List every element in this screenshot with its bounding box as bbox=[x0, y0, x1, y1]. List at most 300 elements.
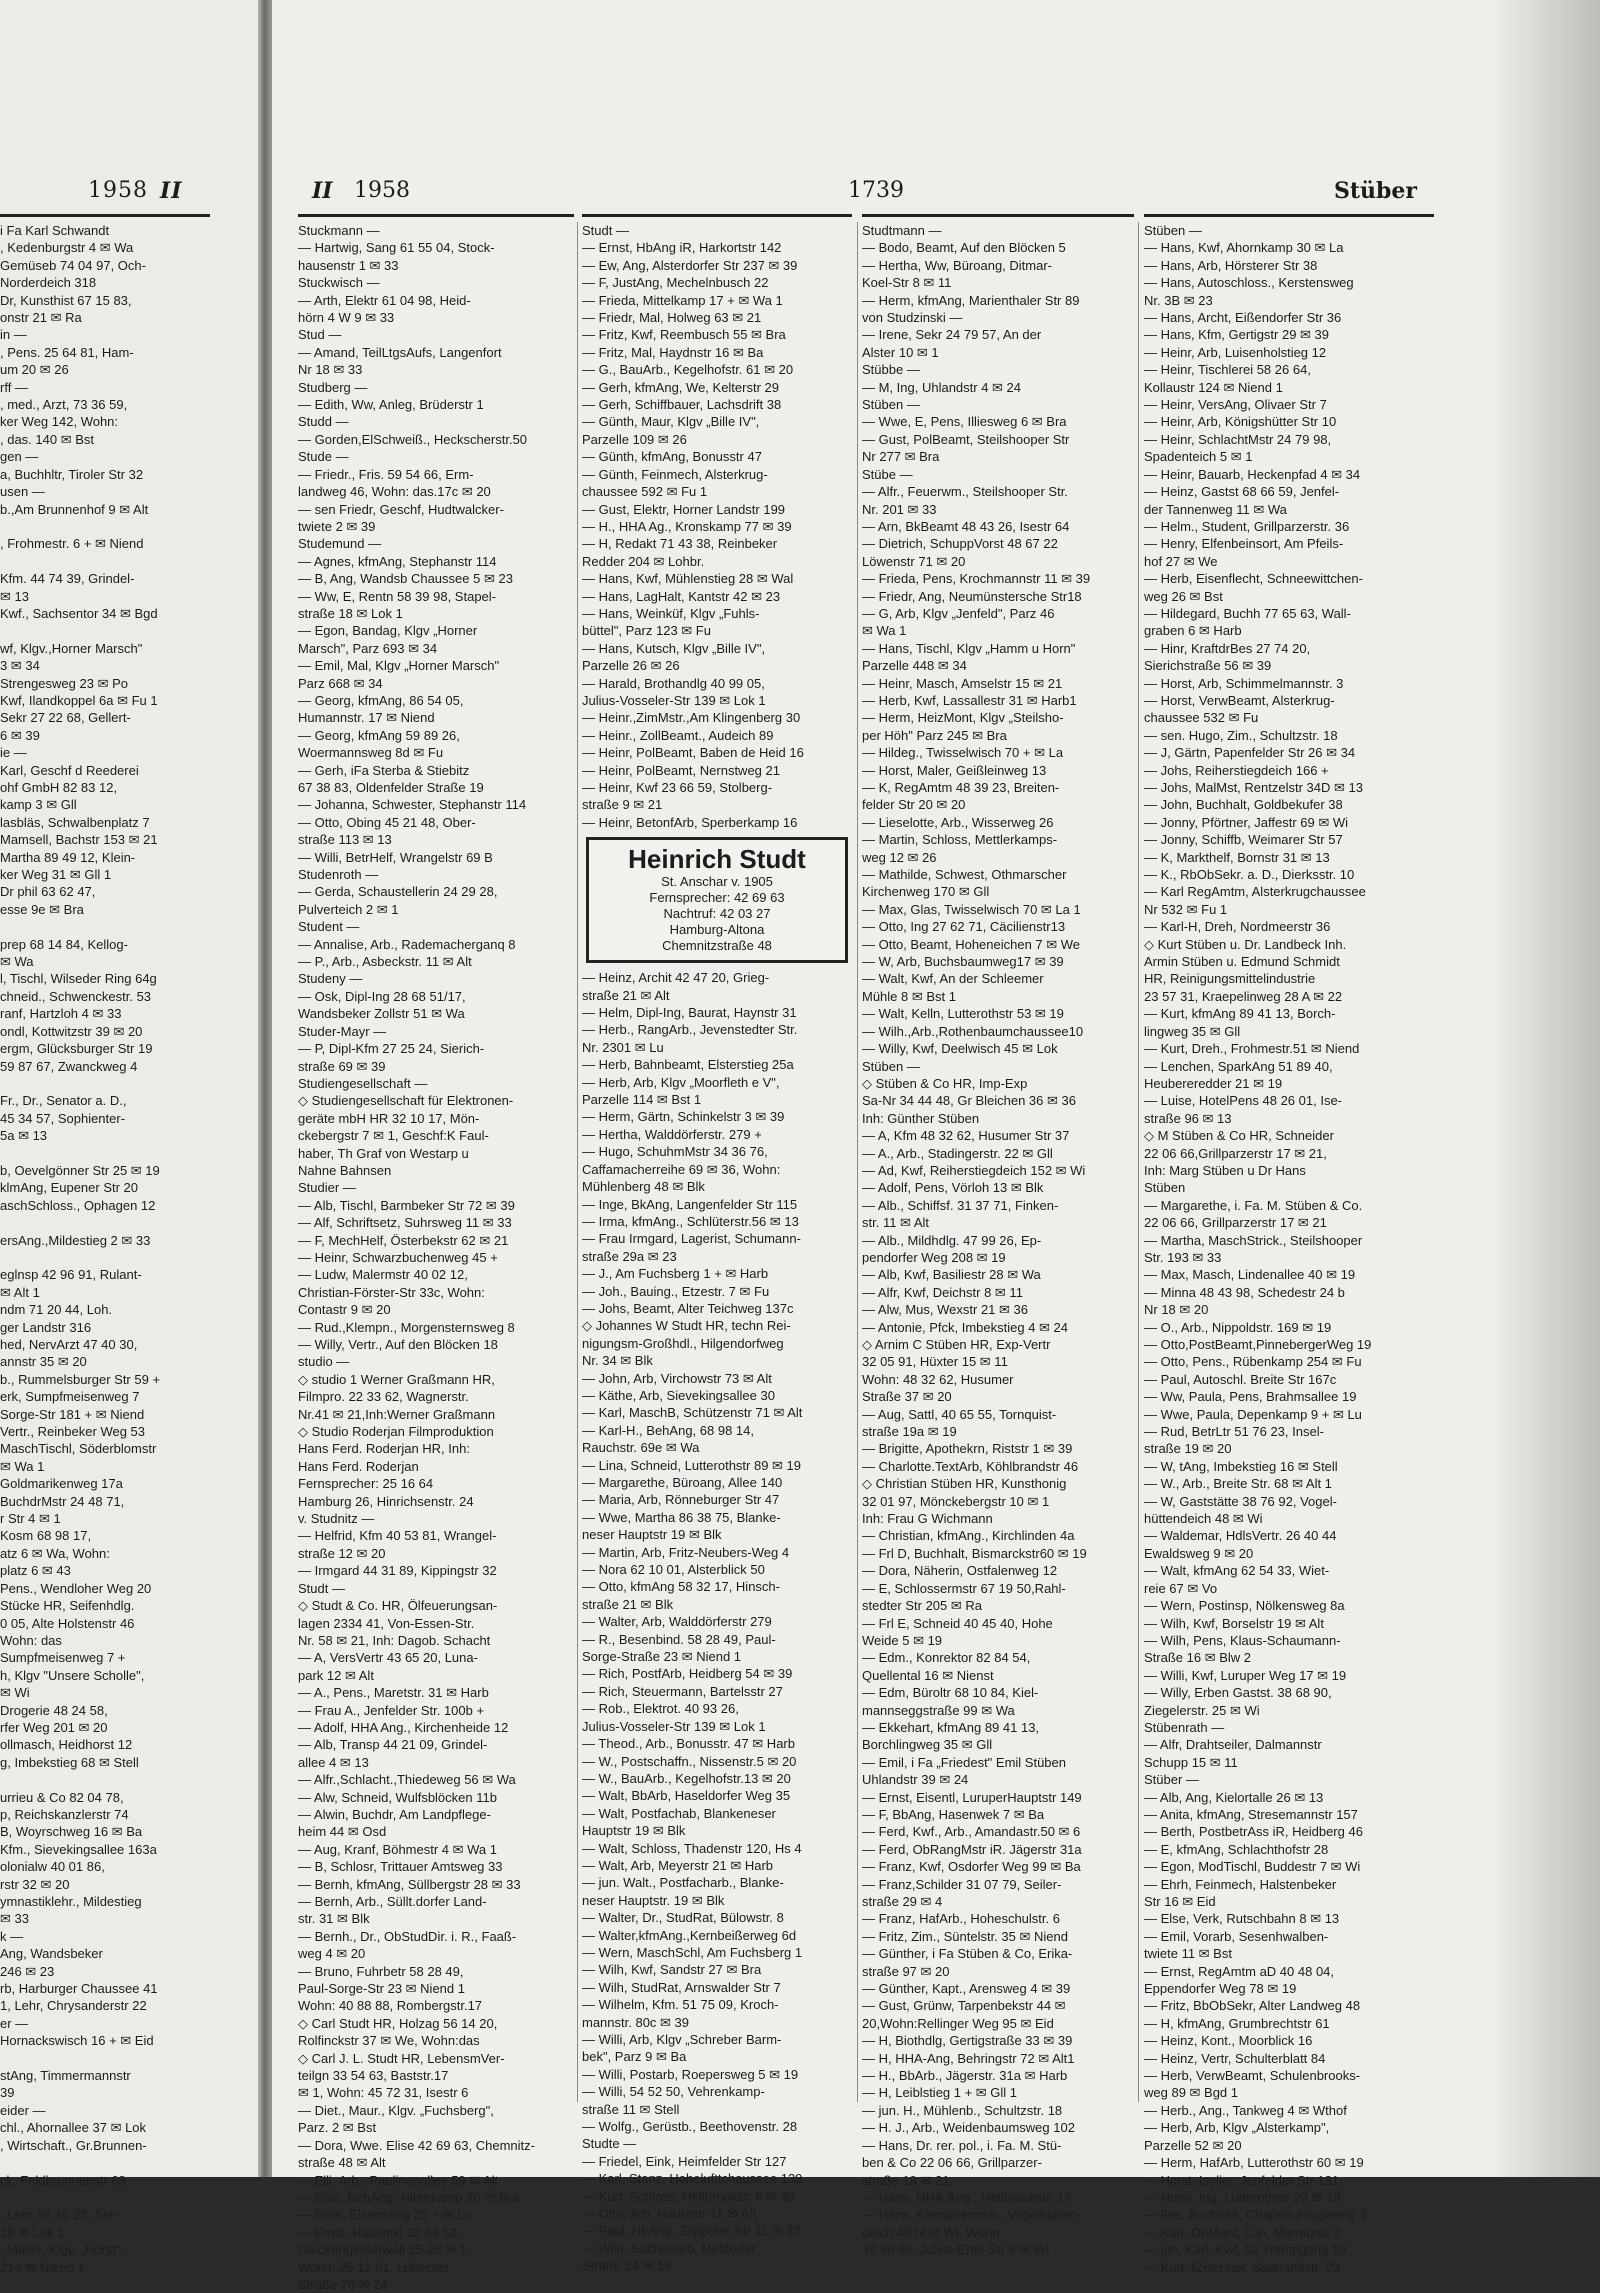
directory-entry-line: Stüben — bbox=[1144, 223, 1202, 238]
directory-entry-line: — H, Redakt 71 43 38, Reinbeker bbox=[582, 536, 778, 552]
directory-entry-line: — Hans, Weinküf, Klgv „Fuhls- bbox=[582, 605, 760, 621]
directory-entry-line: Nr. 3B ✉ 23 bbox=[1144, 292, 1213, 308]
directory-entry-line: — Martha, MaschStrick., Steilshooper bbox=[1144, 1232, 1363, 1248]
directory-entry-line: Vertr., Reinbeker Weg 53 bbox=[0, 1424, 146, 1440]
advertisement-lines bbox=[591, 874, 843, 954]
directory-entry-line: Kosm 68 98 17, bbox=[0, 1528, 92, 1544]
directory-entry-line: b.,Am Brunnenhof 9 ✉ Alt bbox=[0, 501, 149, 517]
directory-entry-line: deich 48 ht ✉ Wi, Wohn: bbox=[862, 2224, 1004, 2240]
directory-entry-line: — F, JustAng, Mechelnbusch 22 bbox=[582, 275, 769, 291]
directory-entry-line: — Alb., Mildhdlg. 47 99 26, Ep- bbox=[862, 1232, 1042, 1248]
directory-entry-line: Nr 532 ✉ Fu 1 bbox=[1144, 901, 1228, 917]
column-2-entries-top bbox=[582, 222, 852, 831]
directory-entry-line: — Willy, Erben Gastst. 38 68 90, bbox=[1144, 1685, 1332, 1701]
directory-entry-line: mannstr. 80c ✉ 39 bbox=[582, 2014, 690, 2030]
directory-entry-line: bek", Parz 9 ✉ Ba bbox=[582, 2049, 687, 2065]
directory-entry-line: g, Imbekstieg 68 ✉ Stell bbox=[0, 1754, 139, 1770]
directory-entry-line: — Hans, Archt, Eißendorfer Str 36 bbox=[1144, 310, 1342, 326]
directory-entry-line: Mühle 8 ✉ Bst 1 bbox=[862, 988, 956, 1004]
directory-entry-line: 3 ✉ 34 bbox=[0, 658, 40, 674]
directory-entry-line: BuchdrMstr 24 48 71, bbox=[0, 1493, 125, 1509]
directory-entry-line: ker Weg 142, Wohn: bbox=[0, 414, 119, 430]
directory-entry-line: 38 86 96, Julius-Ertel-Str 8 ✉ Wi bbox=[862, 2242, 1050, 2258]
directory-entry-line: Kirchenweg 170 ✉ Gll bbox=[862, 884, 990, 900]
directory-entry-line: — Otto,PostBeamt,PinnebergerWeg 19 bbox=[1144, 1337, 1372, 1352]
column-2-entries-bottom bbox=[582, 969, 852, 2274]
header-keyword: Stüber bbox=[1334, 178, 1418, 204]
directory-entry-line: Studt — bbox=[298, 1580, 345, 1596]
directory-entry-line: ◇ Studiengesellschaft für Elektronen- bbox=[298, 1093, 514, 1109]
directory-entry-line: — Willi, 54 52 50, Vehrenkamp- bbox=[582, 2084, 765, 2100]
directory-entry-line: — W, Gaststätte 38 76 92, Vogel- bbox=[1144, 1493, 1337, 1509]
directory-entry-line: hüttendeich 48 ✉ Wi bbox=[1144, 1511, 1263, 1527]
directory-entry-line: — Walter, Dr., StudRat, Bülowstr. 8 bbox=[582, 1910, 784, 1926]
directory-entry-line: — Adolf, Pens, Vörloh 13 ✉ Blk bbox=[862, 1180, 1044, 1196]
directory-entry-line: — H., HHA Ag., Kronskamp 77 ✉ 39 bbox=[582, 518, 792, 534]
directory-entry-line: Sumpfmeisenweg 7 + bbox=[0, 1650, 126, 1666]
directory-entry-line: gen — bbox=[0, 449, 39, 465]
directory-entry-line: — Diet., Maur., Klgv. „Fuchsberg", bbox=[298, 2102, 494, 2118]
directory-entry-line: — Rich, Steuermann, Bartelsstr 27 bbox=[582, 1683, 783, 1699]
directory-entry-line: , Müller, Klgv. „Horst", bbox=[0, 2242, 125, 2258]
directory-entry-line: Parzelle 114 ✉ Bst 1 bbox=[582, 1092, 702, 1108]
directory-entry-line: Sekr 27 22 68, Gellert- bbox=[0, 710, 131, 726]
directory-entry-line: — Alb, Kwf, Basiliestr 28 ✉ Wa bbox=[862, 1267, 1041, 1283]
directory-entry-line: ✉ Wa bbox=[0, 954, 34, 970]
directory-entry-line: — Heinr.,ZimMstr.,Am Klingenberg 30 bbox=[582, 710, 801, 726]
directory-entry-line: 23 57 31, Kraepelinweg 28 A ✉ 22 bbox=[1144, 988, 1343, 1004]
book-gutter bbox=[258, 0, 272, 2177]
directory-entry-line: ✉ 33 bbox=[0, 1911, 29, 1927]
directory-entry-line: Gemüseb 74 04 97, Och- bbox=[0, 257, 146, 273]
directory-entry-line: Nr.41 ✉ 21,Inh:Werner Graßmann bbox=[298, 1406, 496, 1422]
directory-entry-line: — Johs, MalMst, Rentzelstr 34D ✉ 13 bbox=[1144, 780, 1363, 795]
directory-entry-line: Studd — bbox=[298, 414, 349, 430]
directory-entry-line: Kfm., Sievekingsallee 163a bbox=[0, 1841, 157, 1857]
directory-entry-line: — Wilh.,Arb.,Rothenbaumchaussee10 bbox=[862, 1023, 1084, 1039]
directory-entry-line: — Anita, kfmAng, Stresemannstr 157 bbox=[1144, 1806, 1358, 1822]
directory-entry-line: — Lieselotte, Arb., Wisserweg 26 bbox=[862, 814, 1054, 830]
directory-entry-line: r Str 4 ✉ 1 bbox=[0, 1511, 61, 1527]
directory-entry-line: , Frohmestr. 6 + ✉ Niend bbox=[0, 536, 144, 552]
directory-entry-line: 5a ✉ 13 bbox=[0, 1128, 48, 1144]
directory-entry-line: , Kedenburgstr 4 ✉ Wa bbox=[0, 240, 134, 256]
directory-entry-line: eglnsp 42 96 91, Rulant- bbox=[0, 1267, 142, 1283]
directory-entry-line: 1, Lehr, Chrysanderstr 22 bbox=[0, 1998, 147, 2014]
directory-entry-line: ✉ 1, Wohn: 45 72 31, Isestr 6 bbox=[298, 2085, 469, 2101]
directory-entry-line: Kwf, Ilandkoppel 6a ✉ Fu 1 bbox=[0, 692, 158, 708]
directory-entry-line: — Herb, VerwBeamt, Schulenbrooks- bbox=[1144, 2068, 1361, 2084]
directory-entry-line: — Kurt, Schloss, Hellbrookstr 6 ✉ 33 bbox=[582, 2188, 796, 2204]
directory-entry-line: straße 69 ✉ 39 bbox=[298, 1058, 386, 1074]
directory-entry-line: — Horst, Maler, Geißleinweg 13 bbox=[862, 762, 1047, 778]
directory-entry-line: — Kurt, Dreh., Frohmestr.51 ✉ Niend bbox=[1144, 1041, 1360, 1057]
directory-entry-line: — John, Buchhalt, Goldbekufer 38 bbox=[1144, 797, 1343, 813]
directory-entry-line: Hans Ferd. Roderjan bbox=[298, 1458, 419, 1474]
directory-entry-line: — John, Arb, Virchowstr 73 ✉ Alt bbox=[582, 1370, 772, 1386]
directory-entry-line: — Wern, MaschSchl, Am Fuchsberg 1 bbox=[582, 1944, 803, 1960]
directory-entry-line: — W, Arb, Buchsbaumweg17 ✉ 39 bbox=[862, 954, 1064, 970]
directory-entry-line: Drogerie 48 24 58, bbox=[0, 1702, 108, 1718]
directory-entry-line: Nr. 58 ✉ 21, Inh: Dagob. Schacht bbox=[298, 1632, 491, 1648]
directory-entry-line: chl., Ahornallee 37 ✉ Lok bbox=[0, 2120, 147, 2136]
directory-entry-line: — Hugo, SchuhmMstr 34 36 76, bbox=[582, 1144, 768, 1160]
directory-entry-line: — Horst, Isolier, Jenfelder Str 131 bbox=[1144, 2172, 1340, 2188]
directory-entry-line: Stud — bbox=[298, 327, 342, 343]
directory-entry-line: , Pens. 25 64 81, Ham- bbox=[0, 344, 134, 360]
directory-entry-line: Uhlandstr 39 ✉ 24 bbox=[862, 1772, 969, 1788]
directory-entry-line: straße 18 ✉ Lok 1 bbox=[298, 605, 403, 621]
directory-entry-line: straße 96 ✉ 13 bbox=[1144, 1110, 1232, 1126]
directory-entry-line: — Bruno, Fuhrbetr 58 28 49, bbox=[298, 1963, 464, 1979]
directory-entry-line: — Aug, Kranf, Böhmestr 4 ✉ Wa 1 bbox=[298, 1841, 497, 1857]
directory-entry-line: Parz. 2 ✉ Bst bbox=[298, 2120, 377, 2136]
directory-entry-line: graben 6 ✉ Harb bbox=[1144, 623, 1242, 639]
directory-entry-line: — Heinz, Gastst 68 66 59, Jenfel- bbox=[1144, 484, 1340, 500]
directory-entry-line: — Bernh, kfmAng, Süllbergstr 28 ✉ 33 bbox=[298, 1876, 521, 1892]
directory-entry-line: Nahne Bahnsen bbox=[298, 1162, 392, 1178]
directory-entry-line: Stübenrath — bbox=[1144, 1719, 1225, 1735]
directory-entry-line: — Ww, E, Rentn 58 39 98, Stapel- bbox=[298, 588, 496, 604]
directory-entry-line: — Ad, Kwf, Reiherstiegdeich 152 ✉ Wi bbox=[862, 1162, 1086, 1178]
directory-entry-line: — Heinr, Masch, Amselstr 15 ✉ 21 bbox=[862, 675, 1063, 691]
directory-entry-line bbox=[0, 553, 212, 570]
directory-entry-line: Parzelle 448 ✉ 34 bbox=[862, 658, 967, 674]
directory-entry-line: Wohn: 48 32 62, Husumer bbox=[862, 1371, 1014, 1387]
directory-entry-line: — Franz, Kwf, Osdorfer Weg 99 ✉ Ba bbox=[862, 1859, 1081, 1875]
directory-entry-line: 20,Wohn:Rellinger Weg 95 ✉ Eid bbox=[862, 2015, 1054, 2031]
directory-entry-line: — Helm., Student, Grillparzerstr. 36 bbox=[1144, 518, 1350, 534]
directory-entry-line: ✉ 13 bbox=[0, 588, 29, 604]
directory-entry-line: — W, tAng, Imbekstieg 16 ✉ Stell bbox=[1144, 1458, 1338, 1474]
directory-entry-line: l, Tischl, Wilseder Ring 64g bbox=[0, 971, 157, 987]
directory-entry-line: Mamsell, Bachstr 153 ✉ 21 bbox=[0, 832, 158, 848]
directory-entry-line: er — bbox=[0, 2015, 29, 2031]
directory-entry-line: Studtmann — bbox=[862, 223, 942, 238]
directory-entry-line: — W., Postschaffn., Nissenstr.5 ✉ 20 bbox=[582, 1753, 797, 1769]
directory-entry-line: Fr., Dr., Senator a. D., bbox=[0, 1093, 127, 1109]
directory-entry-line: weg 4 ✉ 20 bbox=[298, 1946, 366, 1962]
directory-entry-line: lingweg 35 ✉ Gll bbox=[1144, 1023, 1241, 1039]
directory-entry-line: — Alfr.,Schlacht.,Thiedeweg 56 ✉ Wa bbox=[298, 1772, 516, 1788]
directory-entry-line: — Hans, LagHalt, Kantstr 42 ✉ 23 bbox=[582, 588, 781, 604]
directory-entry-line: straße 97 ✉ 20 bbox=[862, 1963, 950, 1979]
directory-entry-line: Wohn: 25 12 81, Lübecker bbox=[298, 2259, 451, 2275]
directory-entry-line: — Karl RegAmtm, Alsterkrugchaussee bbox=[1144, 884, 1366, 900]
directory-entry-line: Student — bbox=[298, 919, 360, 935]
directory-entry-line: aschSchloss., Ophagen 12 bbox=[0, 1197, 156, 1213]
directory-entry-line: — Martin, Arb, Fritz-Neubers-Weg 4 bbox=[582, 1544, 790, 1560]
directory-entry-line: — Alwin, Buchdr, Am Landpflege- bbox=[298, 1806, 491, 1822]
directory-entry-line: Eppendorfer Weg 78 ✉ 19 bbox=[1144, 1981, 1297, 1997]
directory-entry-line: Mühlenberg 48 ✉ Blk bbox=[582, 1179, 705, 1195]
directory-entry-line: — Käthe, Arb, Sievekingsallee 30 bbox=[582, 1387, 775, 1403]
directory-entry-line: 18 ✉ Lok 1 bbox=[0, 2224, 65, 2240]
directory-entry-line: esse 9e ✉ Bra bbox=[0, 901, 84, 917]
right-header-mark: II bbox=[312, 178, 333, 204]
directory-entry-line: Parzelle 26 ✉ 26 bbox=[582, 658, 680, 674]
directory-entry-line: Inh: Marg Stüben u Dr Hans bbox=[1144, 1162, 1306, 1178]
directory-entry-line: ckebergstr 7 ✉ 1, Geschf:K Faul- bbox=[298, 1128, 489, 1144]
directory-entry-line: — M, Ing, Uhlandstr 4 ✉ 24 bbox=[862, 379, 1022, 395]
directory-entry-line: stedter Str 205 ✉ Ra bbox=[862, 1598, 983, 1614]
directory-entry-line: — Karl, MaschB, Schützenstr 71 ✉ Alt bbox=[582, 1405, 803, 1421]
directory-entry-line: — Otto, Pens., Rübenkamp 254 ✉ Fu bbox=[1144, 1354, 1362, 1370]
directory-entry-line: — Alfr, Drahtseiler, Dalmannstr bbox=[1144, 1737, 1322, 1753]
directory-entry-line: — Friedr, Ang, Neumünstersche Str18 bbox=[862, 588, 1082, 604]
directory-entry-line: — Emil, Mal, Klgv „Horner Marsch" bbox=[298, 658, 500, 674]
directory-entry-line: — Dora, Näherin, Ostfalenweg 12 bbox=[862, 1563, 1058, 1579]
directory-entry-line: — Hans, Klempnermstr., Vogelhütten- bbox=[862, 2207, 1081, 2223]
directory-entry-line: — Frau A., Jenfelder Str. 100b + bbox=[298, 1702, 485, 1718]
directory-entry-line bbox=[0, 2154, 212, 2171]
directory-entry-line: Nr. 34 ✉ Blk bbox=[582, 1353, 653, 1369]
directory-entry-line: straße 19 ✉ 21 bbox=[862, 2172, 950, 2188]
directory-entry-line: — Otto, Ing 27 62 71, Cäcilienstr13 bbox=[862, 919, 1066, 935]
directory-entry-line: — Günther, Kapt., Arensweg 4 ✉ 39 bbox=[862, 1981, 1071, 1997]
directory-entry-line: ◇ Johannes W Studt HR, techn Rei- bbox=[582, 1318, 791, 1334]
directory-entry-line: Straße 76 ✉ 24 bbox=[298, 2276, 388, 2292]
directory-entry-line: b, Oevelgönner Str 25 ✉ 19 bbox=[0, 1162, 160, 1178]
directory-entry-line: ◇ M Stüben & Co HR, Schneider bbox=[1144, 1128, 1334, 1144]
directory-entry-line: , Lehr 58 16 23, Sie- bbox=[0, 2207, 118, 2223]
directory-entry-line: Nr 18 ✉ 20 bbox=[1144, 1302, 1209, 1318]
directory-entry-line: — Otto, Obing 45 21 48, Ober- bbox=[298, 814, 476, 830]
directory-entry-line: Stuckwisch — bbox=[298, 275, 380, 291]
directory-entry-line: Pulverteich 2 ✉ 1 bbox=[298, 901, 399, 917]
directory-entry-line: allee 4 ✉ 13 bbox=[298, 1754, 369, 1770]
directory-entry-line: — sen Friedr, Geschf, Hudtwalcker- bbox=[298, 501, 504, 517]
directory-entry-line: , med., Arzt, 73 36 59, bbox=[0, 397, 128, 413]
directory-entry-line: wf, Klgv.,Horner Marsch" bbox=[0, 640, 143, 656]
directory-entry-line: — Gerh, kfmAng, We, Kelterstr 29 bbox=[582, 379, 779, 395]
directory-entry-line: — Herb, Arb, Klgv „Alsterkamp", bbox=[1144, 2120, 1330, 2136]
directory-entry-line: — Heinr, Tischlerei 58 26 64, bbox=[1144, 362, 1311, 378]
advertisement-line: Nachtruf: 42 03 27 bbox=[663, 906, 771, 922]
directory-entry-line: — Dietrich, SchuppVorst 48 67 22 bbox=[862, 536, 1058, 552]
directory-entry-line: — Else, Verk, Rutschbahn 8 ✉ 13 bbox=[1144, 1911, 1340, 1927]
directory-entry-line: — Berth, PostbetrAss iR, Heidberg 46 bbox=[1144, 1824, 1363, 1840]
directory-entry-line: Rauchstr. 69e ✉ Wa bbox=[582, 1440, 700, 1456]
directory-entry-line: — A., Pens., Maretstr. 31 ✉ Harb bbox=[298, 1685, 489, 1701]
directory-entry-line: — Dora, Wwe. Elise 42 69 63, Chemnitz- bbox=[298, 2137, 535, 2153]
directory-entry-line: weg 26 ✉ Bst bbox=[1144, 588, 1223, 604]
directory-entry-line: Kwf., Sachsentor 34 ✉ Bgd bbox=[0, 605, 158, 621]
directory-entry-line: studio — bbox=[298, 1354, 350, 1370]
directory-entry-line: , das. 140 ✉ Bst bbox=[0, 431, 94, 447]
directory-entry-line: Studemund — bbox=[298, 536, 382, 552]
directory-entry-line bbox=[0, 918, 212, 935]
directory-entry-line: — Paul, Autoschl. Breite Str 167c bbox=[1144, 1371, 1337, 1387]
directory-entry-line: straße 12 ✉ 20 bbox=[298, 1545, 386, 1561]
directory-entry-line: — Johanna, Schwester, Stephanstr 114 bbox=[298, 797, 527, 813]
directory-entry-line: — Edm., Konrektor 82 84 54, bbox=[862, 1650, 1031, 1666]
directory-entry-line: — B, Ang, Wandsb Chaussee 5 ✉ 23 bbox=[298, 571, 513, 587]
directory-entry-line: 45 34 57, Sophienter- bbox=[0, 1110, 126, 1126]
directory-entry-line: hausenstr 1 ✉ 33 bbox=[298, 257, 399, 273]
left-header-rule bbox=[0, 214, 210, 217]
directory-entry-line: — Heinr, BetonfArb, Sperberkamp 16 bbox=[582, 814, 798, 830]
directory-entry-line: — Herb, Bahnbeamt, Elsterstieg 25a bbox=[582, 1057, 794, 1073]
directory-entry-line bbox=[0, 1249, 212, 1266]
directory-entry-line: ben & Co 22 06 66, Grillparzer- bbox=[862, 2155, 1042, 2171]
left-page-column bbox=[0, 222, 212, 2276]
directory-entry-line: park 12 ✉ Alt bbox=[298, 1667, 374, 1683]
directory-entry-line: — Mathilde, Schwest, Othmarscher bbox=[862, 867, 1067, 883]
directory-entry-line: — Gorden,ElSchweiß., Heckscherstr.50 bbox=[298, 431, 528, 447]
directory-entry-line: — jun, Karl, Kwf, Gr Trampgang 19 bbox=[1144, 2242, 1347, 2258]
directory-entry-line: — Gust, Elektr, Horner Landstr 199 bbox=[582, 501, 786, 517]
right-page bbox=[272, 0, 1600, 2292]
directory-entry-line: — Irmgard 44 31 89, Kippingstr 32 bbox=[298, 1563, 497, 1579]
directory-entry-line: — H, kfmAng, Grumbrechtstr 61 bbox=[1144, 2015, 1330, 2031]
directory-entry-line: ✉ Alt 1 bbox=[0, 1284, 40, 1300]
header-rule-col2 bbox=[582, 214, 852, 217]
directory-entry-line: — Frl D, Buchhalt, Bismarckstr60 ✉ 19 bbox=[862, 1545, 1087, 1561]
directory-entry-line: — Luise, HotelPens 48 26 01, Ise- bbox=[1144, 1093, 1343, 1109]
directory-entry-line: Stude — bbox=[298, 449, 349, 465]
directory-column-1 bbox=[298, 222, 574, 2293]
column-divider bbox=[1138, 222, 1139, 2102]
directory-column-3 bbox=[862, 222, 1134, 2259]
directory-entry-line: rstr 32 ✉ 20 bbox=[0, 1876, 70, 1892]
directory-entry-line: Studer-Mayr — bbox=[298, 1023, 387, 1039]
directory-entry-line: — Hildegard, Buchh 77 65 63, Wall- bbox=[1144, 605, 1351, 621]
directory-entry-line: — jun. Walt., Postfacharb., Blanke- bbox=[582, 1875, 784, 1891]
directory-entry-line: — Helm, Dipl-Ing, Baurat, Haynstr 31 bbox=[582, 1005, 797, 1021]
directory-entry-line: von Studzinski — bbox=[862, 310, 963, 326]
directory-entry-line: Ang, Wandsbeker bbox=[0, 1946, 103, 1962]
directory-entry-line: Humannstr. 17 ✉ Niend bbox=[298, 710, 435, 726]
directory-entry-line: — Wilh, Pens, Klaus-Schaumann- bbox=[1144, 1632, 1341, 1648]
directory-entry-line: straße 21 ✉ Blk bbox=[582, 1596, 674, 1612]
directory-entry-line: — Nora 62 10 01, Alsterblick 50 bbox=[582, 1562, 765, 1578]
directory-entry-line: Strengesweg 23 ✉ Po bbox=[0, 675, 128, 691]
directory-entry-line: — Ferd, ObRangMstr iR. Jägerstr 31a bbox=[862, 1841, 1082, 1857]
directory-entry-line: — J, Gärtn, Papenfelder Str 26 ✉ 34 bbox=[1144, 745, 1356, 761]
directory-entry-line: 22 06 66, Grillparzerstr 17 ✉ 21 bbox=[1144, 1215, 1327, 1231]
directory-column-4 bbox=[1144, 222, 1412, 2276]
directory-entry-line: — Wolfg., Gerüstb., Beethovenstr. 28 bbox=[582, 2119, 798, 2135]
directory-entry-line: — H, HHA-Ang, Behringstr 72 ✉ Alt1 bbox=[862, 2050, 1075, 2066]
directory-entry-line: straße 9 ✉ 21 bbox=[582, 797, 663, 813]
directory-entry-line: — Georg, kfmAng, 86 54 05, bbox=[298, 692, 464, 708]
directory-entry-line: Stübe — bbox=[862, 466, 913, 482]
directory-entry-line: — Margarethe, i. Fa. M. Stüben & Co. bbox=[1144, 1197, 1363, 1213]
directory-entry-line: Weide 5 ✉ 19 bbox=[862, 1632, 943, 1648]
directory-entry-line: Stüben — bbox=[862, 397, 920, 413]
directory-entry-line: twiete 2 ✉ 39 bbox=[298, 518, 376, 534]
directory-entry-line: Parz 668 ✉ 34 bbox=[298, 675, 383, 691]
directory-entry-line: Marsch", Parz 693 ✉ 34 bbox=[298, 640, 438, 656]
directory-entry-line: — Heinr, SchlachtMstr 24 79 98, bbox=[1144, 431, 1332, 447]
directory-entry-line: Quellental 16 ✉ Nienst bbox=[862, 1667, 994, 1683]
directory-entry-line: — Herm, HafArb, Lutterothstr 60 ✉ 19 bbox=[1144, 2155, 1364, 2171]
header-rule-col4 bbox=[1144, 214, 1434, 217]
directory-entry-line: — Walter, Arb, Walddörferstr 279 bbox=[582, 1614, 772, 1630]
directory-entry-line: Fernsprecher: 25 16 64 bbox=[298, 1476, 434, 1492]
directory-entry-line: — G, Arb, Klgv „Jenfeld", Parz 46 bbox=[862, 605, 1055, 621]
directory-entry-line: annstr 35 ✉ 20 bbox=[0, 1354, 87, 1370]
directory-entry-line: — Wilh, StudRat, Arnswalder Str 7 bbox=[582, 1979, 781, 1995]
directory-entry-line: ker Weg 31 ✉ Gll 1 bbox=[0, 867, 112, 883]
left-header-year: 1958 bbox=[88, 178, 148, 203]
directory-entry-line: 0 05, Alte Holstenstr 46 bbox=[0, 1615, 135, 1631]
directory-entry-line: Goldmarikenweg 17a bbox=[0, 1476, 123, 1492]
directory-entry-line: — Frau Irmgard, Lagerist, Schumann- bbox=[582, 1231, 801, 1247]
directory-entry-line: a, Buchhltr, Tiroler Str 32 bbox=[0, 466, 144, 482]
directory-entry-line: — Walt, BbArb, Haseldorfer Weg 35 bbox=[582, 1788, 791, 1804]
directory-entry-line: — Horst, Ing, Lutterothstr 29 ✉ 19 bbox=[1144, 2189, 1341, 2205]
directory-entry-line bbox=[0, 1145, 212, 1162]
directory-entry-line: Studte — bbox=[582, 2136, 637, 2152]
directory-entry-line: Wandsbeker Zollstr 51 ✉ Wa bbox=[298, 1006, 465, 1022]
directory-entry-line: landweg 46, Wohn: das.17c ✉ 20 bbox=[298, 484, 491, 500]
directory-entry-line: ollmasch, Heidhorst 12 bbox=[0, 1737, 133, 1753]
directory-entry-line: — Gerda, Schaustellerin 24 29 28, bbox=[298, 884, 498, 900]
directory-entry-line: — Franz, HafArb., Hoheschulstr. 6 bbox=[862, 1911, 1060, 1927]
directory-entry-line bbox=[0, 1214, 212, 1231]
advertisement-box bbox=[586, 837, 848, 963]
directory-entry-line: Nr. 2301 ✉ Lu bbox=[582, 1039, 664, 1055]
directory-entry-line: — Alb, Transp 44 21 09, Grindel- bbox=[298, 1737, 488, 1753]
directory-entry-line: Paul-Sorge-Str 23 ✉ Niend 1 bbox=[298, 1981, 465, 1997]
directory-entry-line: — Gerh, Schiffbauer, Lachsdrift 38 bbox=[582, 397, 782, 413]
directory-entry-line: hed, NervArzt 47 40 30, bbox=[0, 1337, 138, 1352]
directory-entry-line: — Maria, Arb, Rönneburger Str 47 bbox=[582, 1492, 780, 1508]
directory-entry-line: — Herb., Ang., Tankweg 4 ✉ Wthof bbox=[1144, 2102, 1347, 2118]
directory-entry-line: — Alf, Schriftsetz, Suhrsweg 11 ✉ 33 bbox=[298, 1215, 512, 1231]
directory-entry-line: straße 48 ✉ Alt bbox=[298, 2155, 386, 2171]
directory-entry-line: der Tannenweg 11 ✉ Wa bbox=[1144, 501, 1287, 517]
directory-entry-line: — Horst, Arb, Schimmelmannstr. 3 bbox=[1144, 675, 1344, 691]
directory-entry-line: lagen 2334 41, Von-Essen-Str. bbox=[298, 1615, 475, 1631]
directory-entry-line: Ewaldsweg 9 ✉ 20 bbox=[1144, 1545, 1254, 1561]
directory-entry-line: — Ekkehart, kfmAng 89 41 13, bbox=[862, 1719, 1040, 1735]
directory-entry-line: straße 29a ✉ 23 bbox=[582, 1248, 677, 1264]
directory-entry-line: hörn 4 W 9 ✉ 33 bbox=[298, 310, 395, 326]
directory-entry-line: Kfm. 44 74 39, Grindel- bbox=[0, 571, 135, 587]
directory-entry-line: — Jonny, Schiffb, Weimarer Str 57 bbox=[1144, 832, 1343, 848]
directory-entry-line: — Hertha, Walddörferstr. 279 + bbox=[582, 1126, 762, 1142]
directory-entry-line: Nr. 201 ✉ 33 bbox=[862, 501, 937, 517]
directory-entry-line: Kollaustr 124 ✉ Niend 1 bbox=[1144, 379, 1283, 395]
directory-entry-line: straße 19a ✉ 19 bbox=[862, 1424, 957, 1440]
directory-entry-line: Studeny — bbox=[298, 971, 363, 987]
directory-entry-line: Wohn: 40 88 88, Rombergstr.17 bbox=[298, 1998, 483, 2014]
directory-entry-line: heim 44 ✉ Osd bbox=[298, 1824, 387, 1840]
directory-entry-line: — Rob., Elektrot. 40 93 26, bbox=[582, 1701, 739, 1717]
directory-entry-line: — Walt, Arb, Meyerstr 21 ✉ Harb bbox=[582, 1857, 774, 1873]
directory-entry-line: — Heinr., ZollBeamt., Audeich 89 bbox=[582, 727, 774, 743]
directory-entry-line: — Friedel, Eink, Heimfelder Str 127 bbox=[582, 2153, 787, 2169]
directory-entry-line: — W., Arb., Breite Str. 68 ✉ Alt 1 bbox=[1144, 1476, 1332, 1492]
directory-entry-line: Sierichstraße 56 ✉ 39 bbox=[1144, 658, 1272, 674]
directory-entry-line: geräte mbH HR 32 10 17, Mön- bbox=[298, 1110, 480, 1126]
directory-entry-line: in — bbox=[0, 327, 27, 343]
directory-entry-line: ◇ Arnim C Stüben HR, Exp-Vertr bbox=[862, 1337, 1051, 1352]
directory-entry-line: klmAng, Eupener Str 20 bbox=[0, 1180, 139, 1196]
directory-entry-line: — Wilh, Sachbearb, Meldorfer bbox=[582, 2240, 757, 2256]
directory-entry-line: MaschTischl, Söderblomstr bbox=[0, 1441, 157, 1457]
directory-entry-line: — Amand, TeilLtgsAufs, Langenfort bbox=[298, 344, 502, 360]
directory-entry-line: neser Hauptstr 19 ✉ Blk bbox=[582, 1527, 722, 1543]
directory-entry-line: — Hans, Kfm, Gertigstr 29 ✉ 39 bbox=[1144, 327, 1330, 343]
directory-entry-line: Nr 18 ✉ 33 bbox=[298, 362, 363, 378]
directory-entry-line: Caffamacherreihe 69 ✉ 36, Wohn: bbox=[582, 1161, 781, 1177]
directory-entry-line: per Höh" Parz 245 ✉ Bra bbox=[862, 727, 1007, 743]
directory-entry-line: — Alfr., Feuerwm., Steilshooper Str. bbox=[862, 484, 1068, 500]
